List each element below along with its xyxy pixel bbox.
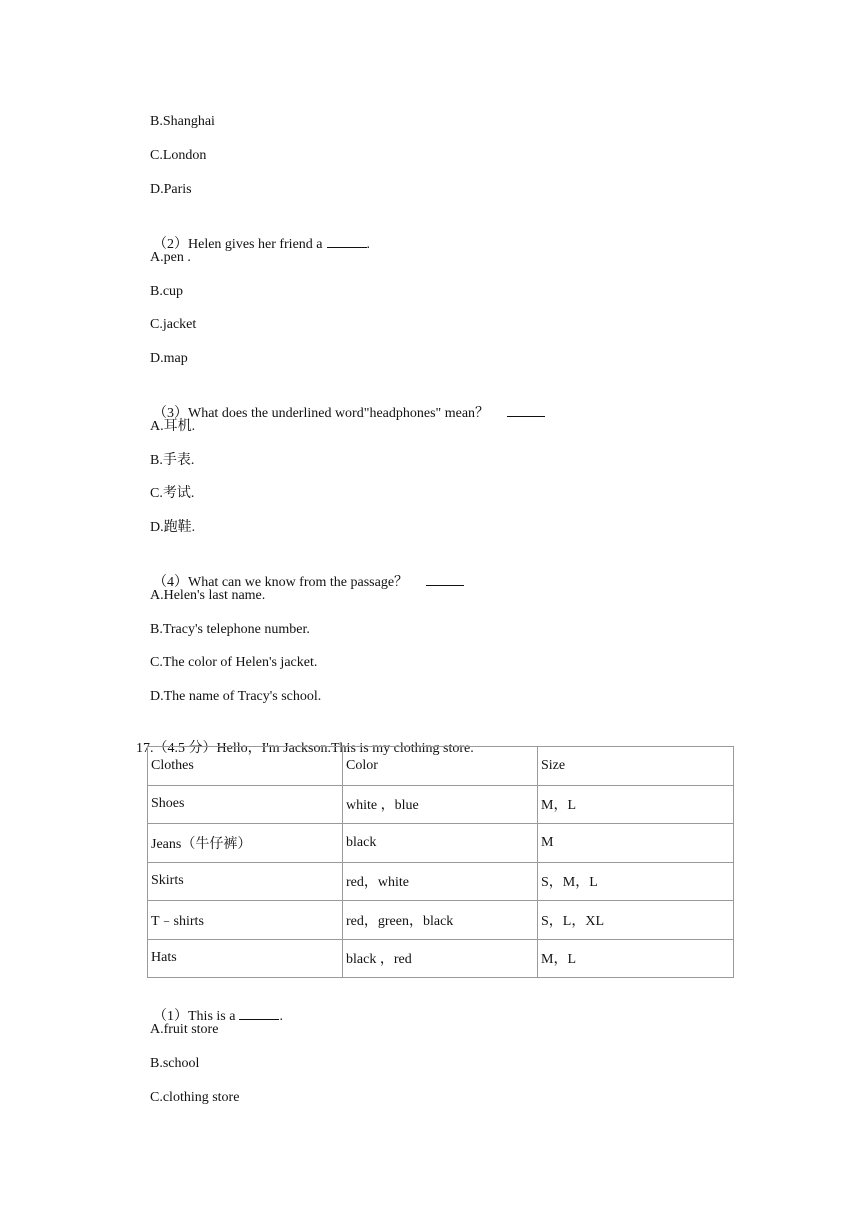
question-3-text: （3）What does the underlined word"headphones" mean？ — [153, 406, 490, 421]
table-row — [148, 785, 734, 824]
q3-option-d: D.跑鞋. — [150, 520, 196, 535]
table-cell: Hats — [148, 939, 343, 978]
question-17-1-text: （1）This is a — [153, 1009, 236, 1024]
question-2-text: （2）Helen gives her friend a — [153, 237, 323, 252]
table-cell: Shoes — [148, 785, 343, 824]
answer-blank — [507, 402, 545, 417]
table-cell: M — [538, 824, 734, 863]
q4-option-b: B.Tracy's telephone number. — [150, 622, 310, 637]
table-header-row — [148, 747, 734, 786]
option-c: C.London — [150, 148, 207, 163]
table-cell: T﹣shirts — [148, 901, 343, 940]
table-header-cell: Color — [343, 747, 538, 786]
table-cell: black ，red — [343, 939, 538, 978]
clothing-table — [147, 746, 734, 978]
q4-option-d: D.The name of Tracy's school. — [150, 689, 322, 704]
table-header-cell: Clothes — [148, 747, 343, 786]
table-cell: black — [343, 824, 538, 863]
table-cell: S，M，L — [538, 862, 734, 901]
table-cell: Jeans（牛仔裤） — [148, 824, 343, 863]
q17-1-option-c: C.clothing store — [150, 1090, 240, 1105]
q3-option-b: B.手表. — [150, 453, 195, 468]
question-number: 17. — [136, 741, 154, 756]
q2-option-c: C.jacket — [150, 317, 197, 332]
table-row — [148, 824, 734, 863]
question-3 — [146, 384, 545, 423]
q3-option-c: C.考试. — [150, 486, 195, 501]
question-2: （2）Helen gives her friend a . — [146, 215, 370, 254]
table-cell: white ，blue — [343, 785, 538, 824]
table-cell: M，L — [538, 939, 734, 978]
table-cell: red，white — [343, 862, 538, 901]
table-cell: M，L — [538, 785, 734, 824]
question-17-text: （4.5 分）Hello，I'm Jackson.This is my clothing store. — [153, 741, 474, 756]
q17-1-option-b: B.school — [150, 1056, 200, 1071]
table-cell: red，green，black — [343, 901, 538, 940]
table-row — [148, 862, 734, 901]
answer-blank — [426, 571, 464, 586]
q2-option-d: D.map — [150, 351, 188, 366]
q4-option-c: C.The color of Helen's jacket. — [150, 655, 318, 670]
table-cell: S，L，XL — [538, 901, 734, 940]
option-d: D.Paris — [150, 182, 192, 197]
q4-option-a: A.Helen's last name. — [150, 588, 266, 603]
question-4-text: （4）What can we know from the passage？ — [153, 575, 409, 590]
q3-option-a: A.耳机. — [150, 419, 196, 434]
q17-1-option-a: A.fruit store — [150, 1022, 219, 1037]
table-cell: Skirts — [148, 862, 343, 901]
option-b: B.Shanghai — [150, 114, 215, 129]
q2-option-b: B.cup — [150, 284, 184, 299]
question-17-1: （1）This is a . — [146, 987, 283, 1026]
table-row — [148, 939, 734, 978]
answer-blank — [239, 1005, 279, 1020]
table-header-cell: Size — [538, 747, 734, 786]
table-row — [148, 901, 734, 940]
answer-blank — [327, 233, 367, 248]
q2-option-a: A.pen . — [150, 250, 191, 265]
